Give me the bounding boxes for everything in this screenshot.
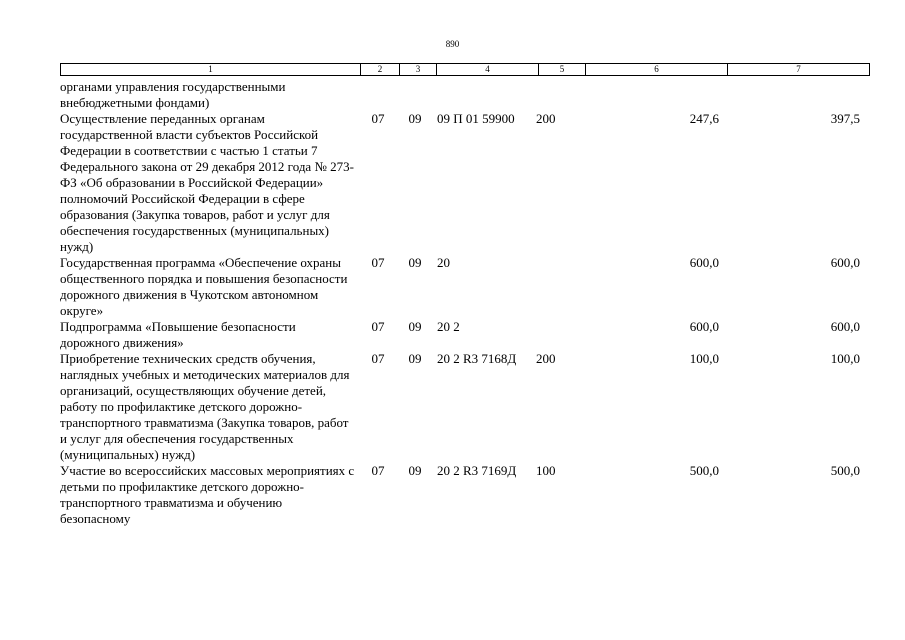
row-section: 07 [371, 351, 385, 366]
table-row [60, 319, 862, 351]
row-amount-2: 500,0 [830, 463, 860, 478]
row-name: Участие во всероссийских массовых мероприятиях с детьми по профилактике детского дорожно-транспортного травматизма и обучению безопасному [60, 463, 355, 526]
row-section: 07 [371, 463, 385, 478]
row-amount-1: 600,0 [689, 319, 719, 334]
header-col-6: 6 [586, 64, 728, 76]
row-name: Осуществление переданных органам государственной власти субъектов Российской Федерации в соответствии с частью 1 статьи 7 Федерального закона от 29 декабря 2012 года № 273-ФЗ «Об образовании в Российской Федерации» полномочий Российской Федерации в сфере образования (Закупка товаров, работ и услуг для обеспечения государственных (муниципальных) нужд) [60, 111, 354, 254]
row-amount-2: 100,0 [830, 351, 860, 366]
row-name: Подпрограмма «Повышение безопасности дорожного движения» [60, 319, 296, 350]
page-number: 890 [445, 39, 460, 49]
row-target-code: 20 2 [437, 319, 460, 334]
row-name: Приобретение технических средств обучения, наглядных учебных и методических материалов для организаций, осуществляющих обучение детей, работу по профилактике детского дорожно-транспортного травматизма (Закупка товаров, работ и услуг для обеспечения государственных (муниципальных) нужд) [60, 351, 350, 462]
row-amount-1: 247,6 [689, 111, 719, 126]
row-section [359, 79, 397, 111]
row-expense-type [534, 319, 580, 351]
row-target-code: 09 П 01 59900 [437, 111, 515, 126]
row-section: 07 [371, 319, 385, 334]
column-number-header [60, 63, 870, 76]
table-row [60, 111, 862, 255]
header-col-4: 4 [437, 64, 539, 76]
table-row [60, 351, 862, 463]
row-name: органами управления государственными внебюджетными фондами) [60, 79, 286, 110]
budget-table [60, 79, 862, 527]
row-expense-type [534, 79, 580, 111]
row-expense-type [534, 255, 580, 319]
row-target-code: 20 2 R3 7168Д [437, 351, 517, 366]
row-subsection: 09 [408, 463, 422, 478]
header-col-1: 1 [61, 64, 361, 76]
row-amount-2: 600,0 [830, 255, 860, 270]
row-expense-type: 200 [536, 111, 556, 126]
row-amount-1: 600,0 [689, 255, 719, 270]
row-amount-1: 100,0 [689, 351, 719, 366]
row-amount-2: 397,5 [830, 111, 860, 126]
header-row [61, 64, 870, 76]
table-row [60, 255, 862, 319]
table-row [60, 79, 862, 111]
row-amount-1 [580, 79, 721, 111]
row-target-code: 20 2 R3 7169Д [437, 463, 517, 478]
row-subsection: 09 [408, 319, 422, 334]
row-target-code: 20 [437, 255, 450, 270]
row-amount-2: 600,0 [830, 319, 860, 334]
row-subsection [397, 79, 433, 111]
row-section: 07 [371, 255, 385, 270]
row-amount-1: 500,0 [689, 463, 719, 478]
row-target-code [433, 79, 534, 111]
row-subsection: 09 [408, 351, 422, 366]
row-section: 07 [371, 111, 385, 126]
header-col-2: 2 [361, 64, 400, 76]
header-col-5: 5 [539, 64, 586, 76]
row-expense-type: 200 [536, 351, 556, 366]
header-col-3: 3 [400, 64, 437, 76]
row-expense-type: 100 [536, 463, 556, 478]
row-name: Государственная программа «Обеспечение охраны общественного порядка и повышения безопасности дорожного движения в Чукотском автономном округе» [60, 255, 348, 318]
row-amount-2 [721, 79, 862, 111]
row-subsection: 09 [408, 255, 422, 270]
table-row [60, 463, 862, 527]
header-col-7: 7 [728, 64, 870, 76]
row-subsection: 09 [408, 111, 422, 126]
